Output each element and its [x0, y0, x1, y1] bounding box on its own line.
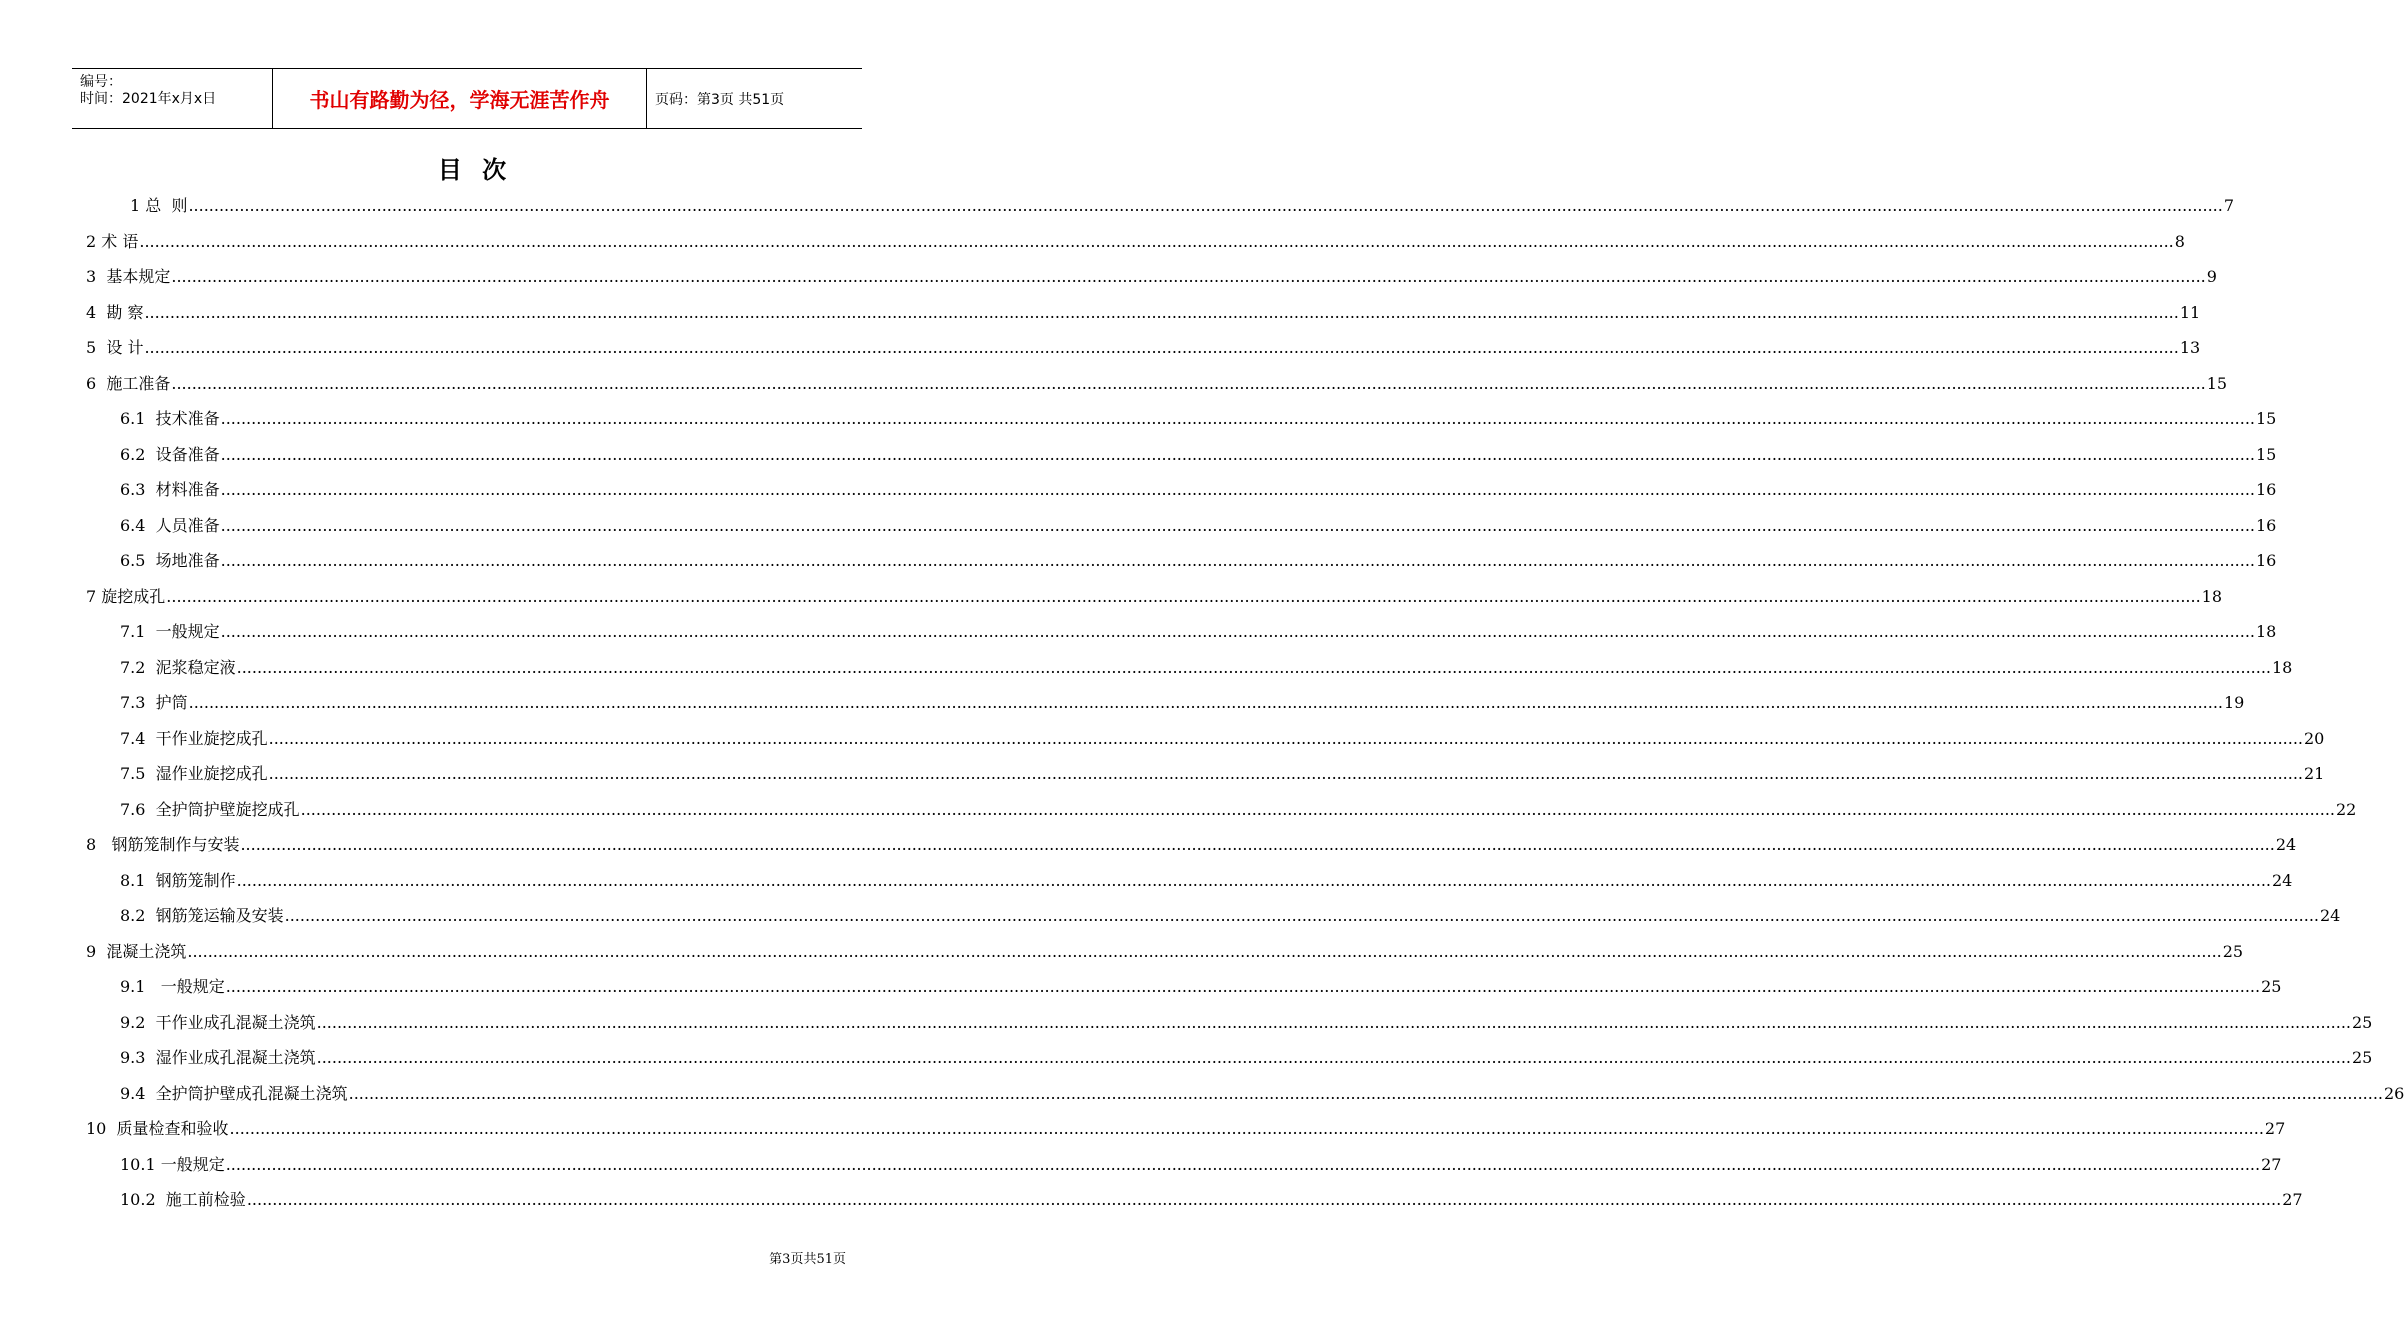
toc-entry-page: 20: [2304, 728, 2325, 748]
toc-entry-page: 26: [2384, 1083, 2404, 1103]
toc-leader-dots: ................................................................................................................................................................................................................................................................................................................................................................................................................: [220, 551, 2255, 570]
toc-entry-page: 19: [2224, 693, 2245, 712]
toc-entry-title: 6.1 技术准备: [120, 409, 220, 428]
toc-entry-title: 7.5 湿作业旋挖成孔: [120, 764, 268, 783]
toc-entry[interactable]: [120, 512, 2277, 536]
toc-entry-page: 7: [2223, 196, 2235, 215]
toc-entry-title: 6.4 人员准备: [120, 515, 220, 535]
toc-entry[interactable]: [120, 796, 2357, 820]
toc-entry-title: 9.1 一般规定: [120, 977, 225, 996]
toc-entry-title: 8 钢筋笼制作与安装: [86, 835, 240, 854]
toc-leader-dots: ................................................................................................................................................................................................................................................................................................................................................................................................................: [268, 728, 2303, 748]
toc-entry[interactable]: [86, 831, 2297, 855]
toc-entry[interactable]: [86, 299, 2201, 323]
toc-entry[interactable]: [120, 405, 2277, 429]
toc-leader-dots: ................................................................................................................................................................................................................................................................................................................................................................................................................: [268, 764, 2303, 783]
toc-entry-page: 25: [2261, 977, 2282, 996]
toc-entry-page: 13: [2179, 338, 2201, 357]
toc-leader-dots: ................................................................................................................................................................................................................................................................................................................................................................................................................: [316, 1048, 2351, 1067]
toc-entry-page: 24: [2275, 835, 2297, 854]
header-meta: [72, 69, 273, 128]
toc-entry[interactable]: [86, 1115, 2286, 1139]
toc-entry-title: 1 总 则: [130, 196, 188, 215]
toc-entry[interactable]: [86, 228, 2185, 252]
toc-leader-dots: ................................................................................................................................................................................................................................................................................................................................................................................................................: [166, 586, 2201, 606]
toc-entry-page: 9: [2206, 267, 2217, 286]
toc-entry-page: 24: [2320, 906, 2341, 925]
toc-entry-title: 7.4 干作业旋挖成孔: [120, 728, 268, 748]
toc-entry-title: 10.1 一般规定: [120, 1154, 225, 1174]
toc-entry-page: 27: [2282, 1190, 2303, 1209]
toc-leader-dots: ................................................................................................................................................................................................................................................................................................................................................................................................................: [316, 1012, 2351, 1032]
toc-leader-dots: ................................................................................................................................................................................................................................................................................................................................................................................................................: [188, 196, 2223, 215]
toc-entry-title: 10 质量检查和验收: [86, 1119, 229, 1138]
toc-entry-title: 2 术 语: [86, 231, 139, 251]
toc-leader-dots: ................................................................................................................................................................................................................................................................................................................................................................................................................: [236, 657, 2271, 677]
toc-entry-title: 7.3 护筒: [120, 693, 188, 712]
toc-entry[interactable]: [120, 973, 2282, 997]
toc-leader-dots: ................................................................................................................................................................................................................................................................................................................................................................................................................: [220, 622, 2255, 641]
toc-entry-page: 18: [2272, 657, 2293, 677]
toc-entry-page: 11: [2179, 302, 2201, 322]
toc-entry-title: 7.2 泥浆稳定液: [120, 657, 236, 677]
toc-entry[interactable]: [86, 583, 2223, 607]
toc-leader-dots: ................................................................................................................................................................................................................................................................................................................................................................................................................: [240, 835, 2275, 854]
toc-entry-title: 5 设 计: [86, 338, 144, 357]
toc-entry-title: 10.2 施工前检验: [120, 1190, 246, 1209]
toc-leader-dots: ................................................................................................................................................................................................................................................................................................................................................................................................................: [171, 373, 2206, 393]
toc-entry-title: 6.3 材料准备: [120, 480, 220, 499]
toc-entry-page: 25: [2352, 1012, 2373, 1032]
toc-leader-dots: ................................................................................................................................................................................................................................................................................................................................................................................................................: [229, 1119, 2264, 1138]
page-header: [72, 68, 862, 129]
time-label: 时间：2021年x月x日: [80, 91, 217, 107]
toc-leader-dots: ................................................................................................................................................................................................................................................................................................................................................................................................................: [300, 799, 2335, 819]
toc-entry[interactable]: [120, 1044, 2373, 1068]
toc-entry-title: 9.2 干作业成孔混凝土浇筑: [120, 1012, 316, 1032]
toc-entry-page: 16: [2256, 551, 2277, 570]
toc-entry-page: 8: [2174, 231, 2185, 251]
toc-leader-dots: ................................................................................................................................................................................................................................................................................................................................................................................................................: [236, 870, 2271, 890]
toc-entry-page: 22: [2336, 799, 2357, 819]
toc-entry-page: 15: [2256, 444, 2277, 464]
toc-entry-page: 16: [2256, 480, 2277, 499]
toc-entry[interactable]: [86, 938, 2244, 962]
toc-leader-dots: ................................................................................................................................................................................................................................................................................................................................................................................................................: [220, 444, 2255, 464]
toc-entry-title: 9.4 全护筒护壁成孔混凝土浇筑: [120, 1083, 348, 1103]
toc-entry[interactable]: [86, 370, 2228, 394]
toc-entry-page: 15: [2256, 409, 2277, 428]
toc-entry-page: 24: [2272, 870, 2293, 890]
toc-leader-dots: ................................................................................................................................................................................................................................................................................................................................................................................................................: [348, 1083, 2383, 1103]
toc-entry-title: 8.1 钢筋笼制作: [120, 870, 236, 890]
toc-leader-dots: ................................................................................................................................................................................................................................................................................................................................................................................................................: [225, 1154, 2261, 1174]
toc-title: 目 次: [437, 156, 513, 184]
toc-entry-page: 18: [2256, 622, 2277, 641]
toc-entry-title: 4 勘 察: [86, 302, 144, 322]
toc-entry-title: 9 混凝土浇筑: [86, 941, 187, 961]
toc-entry[interactable]: [120, 689, 2245, 713]
page-footer: 第3页共51页: [769, 1252, 846, 1267]
toc-entry[interactable]: [120, 654, 2293, 678]
toc-entry-title: 7.1 一般规定: [120, 622, 220, 641]
toc-leader-dots: ................................................................................................................................................................................................................................................................................................................................................................................................................: [220, 515, 2255, 535]
toc-leader-dots: ................................................................................................................................................................................................................................................................................................................................................................................................................: [187, 941, 2222, 961]
toc-entry-page: 27: [2261, 1154, 2282, 1174]
toc-leader-dots: ................................................................................................................................................................................................................................................................................................................................................................................................................: [144, 302, 2179, 322]
toc-leader-dots: ................................................................................................................................................................................................................................................................................................................................................................................................................: [144, 338, 2179, 357]
toc-entry-page: 15: [2206, 373, 2228, 393]
number-label: 编号：: [80, 74, 122, 90]
header-page-info: 页码：第3页 共51页: [655, 91, 785, 108]
toc-entry[interactable]: [120, 902, 2341, 926]
toc-leader-dots: ................................................................................................................................................................................................................................................................................................................................................................................................................: [171, 267, 2206, 286]
toc-entry[interactable]: [120, 725, 2325, 749]
toc-entry-page: 18: [2201, 586, 2223, 606]
toc-entry[interactable]: [86, 334, 2201, 358]
toc-entry-page: 27: [2264, 1119, 2286, 1138]
toc-leader-dots: ................................................................................................................................................................................................................................................................................................................................................................................................................: [139, 231, 2174, 251]
toc-entry[interactable]: [86, 263, 2217, 287]
toc-entry-title: 8.2 钢筋笼运输及安装: [120, 906, 284, 925]
toc-leader-dots: ................................................................................................................................................................................................................................................................................................................................................................................................................: [188, 693, 2223, 712]
toc-entry[interactable]: [120, 547, 2277, 571]
toc-entry[interactable]: [120, 1186, 2303, 1210]
toc-entry-page: 16: [2256, 515, 2277, 535]
toc-leader-dots: ................................................................................................................................................................................................................................................................................................................................................................................................................: [220, 409, 2255, 428]
toc-entry[interactable]: [120, 1009, 2373, 1033]
toc-leader-dots: ................................................................................................................................................................................................................................................................................................................................................................................................................: [225, 977, 2261, 996]
toc-entry[interactable]: [120, 618, 2277, 642]
toc-entry[interactable]: [120, 1151, 2282, 1175]
toc-leader-dots: ................................................................................................................................................................................................................................................................................................................................................................................................................: [220, 480, 2255, 499]
toc-entry-page: 21: [2304, 764, 2325, 783]
toc-entry[interactable]: [120, 867, 2293, 891]
toc-entry-title: 9.3 湿作业成孔混凝土浇筑: [120, 1048, 316, 1067]
toc-entry[interactable]: [120, 441, 2277, 465]
toc-leader-dots: ................................................................................................................................................................................................................................................................................................................................................................................................................: [284, 906, 2319, 925]
toc-entry-title: 6.5 场地准备: [120, 551, 220, 570]
toc-entry-title: 7 旋挖成孔: [86, 586, 166, 606]
toc-entry[interactable]: [120, 1080, 2404, 1104]
toc-entry-page: 25: [2352, 1048, 2373, 1067]
toc-entry[interactable]: [130, 192, 2235, 216]
toc-entry-title: 6.2 设备准备: [120, 444, 220, 464]
toc-entry[interactable]: [120, 476, 2277, 500]
toc-entry-title: 7.6 全护筒护壁旋挖成孔: [120, 799, 300, 819]
header-motto: 书山有路勤为径，学海无涯苦作舟: [273, 69, 647, 128]
toc-entry-page: 25: [2222, 941, 2244, 961]
toc-entry-title: 3 基本规定: [86, 267, 171, 286]
toc-entry-title: 6 施工准备: [86, 373, 171, 393]
toc-entry[interactable]: [120, 760, 2325, 784]
toc-leader-dots: ................................................................................................................................................................................................................................................................................................................................................................................................................: [246, 1190, 2282, 1209]
